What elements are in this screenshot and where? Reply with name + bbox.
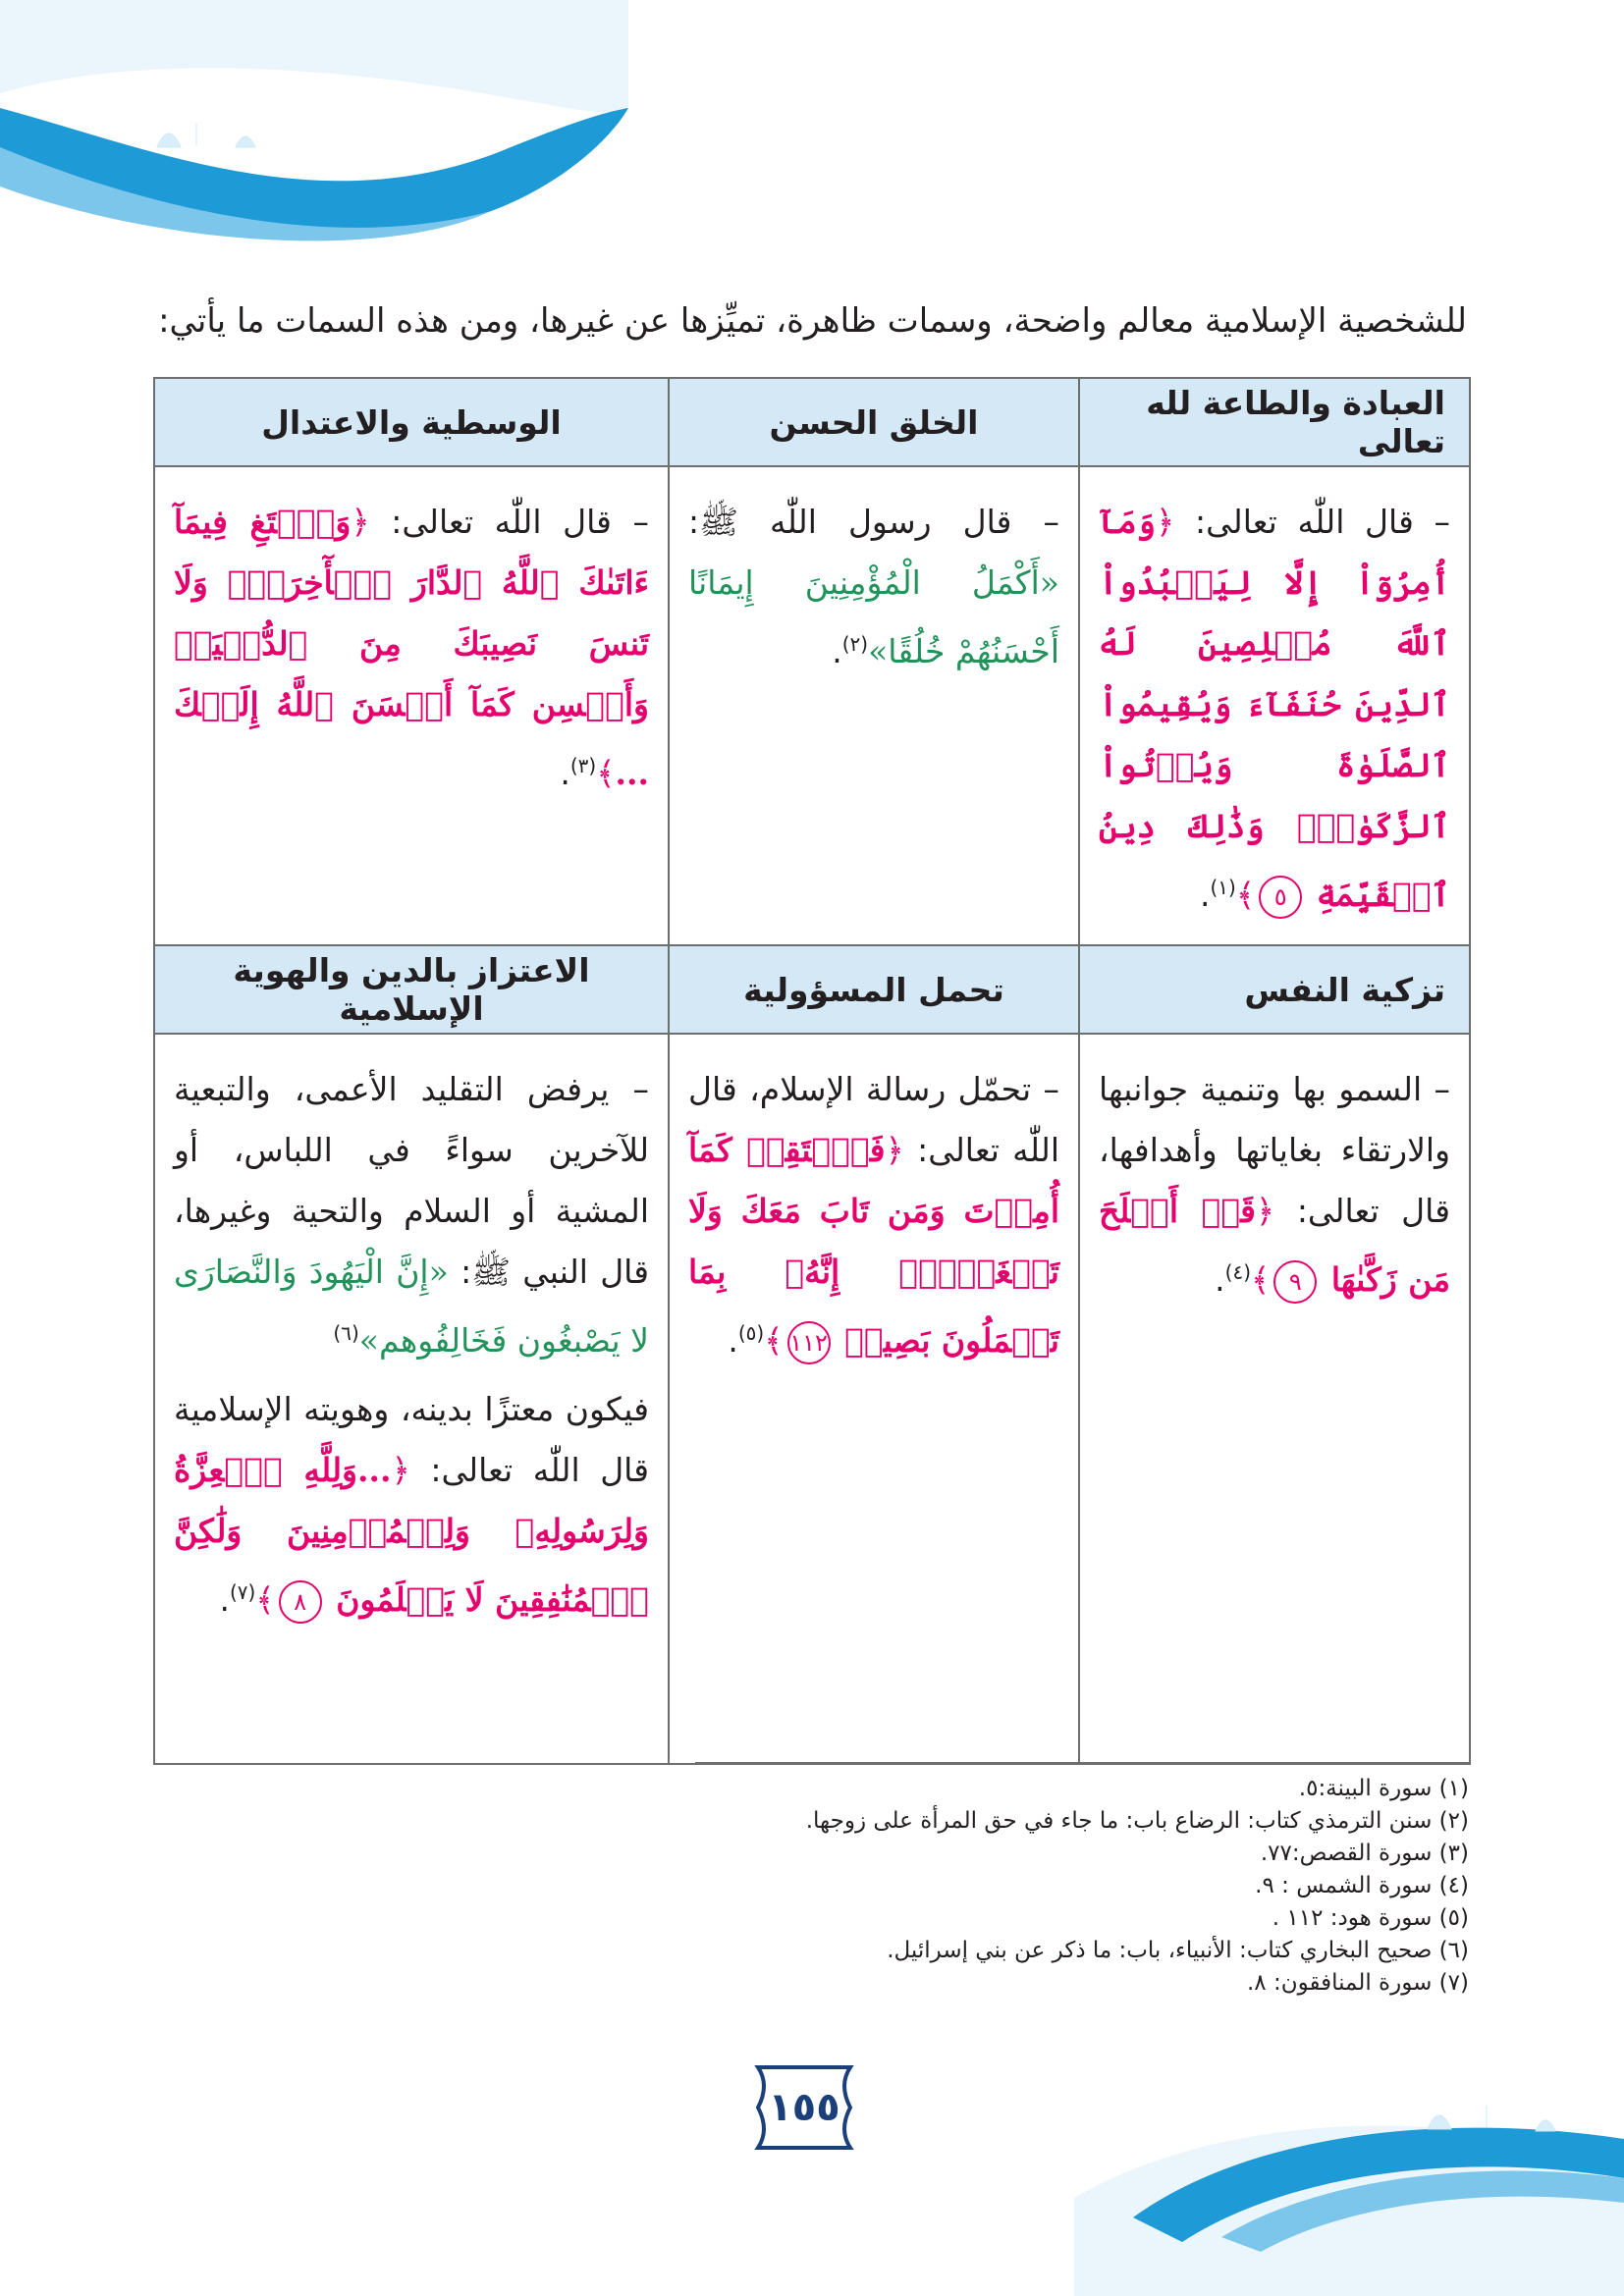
ayah-number: ٨ bbox=[279, 1580, 322, 1624]
cell-text: – تحمّل رسالة الإسلام، قال اللّٰه تعالى: bbox=[688, 1070, 1059, 1169]
cell-text: فيكون معتزًا بدينه، وهويته الإسلامية قال اللّٰه تعالى: bbox=[174, 1390, 650, 1489]
footnote-item: (٣) سورة القصص:٧٧. bbox=[1260, 1841, 1469, 1866]
table-header-row bbox=[154, 378, 1470, 466]
quran-verse: وَمَآ أُمِرُوٓاْ إِلَّا لِيَعۡبُدُواْ ٱللَّهَ مُخۡلِصِينَ لَهُ ٱلدِّينَ حُنَفَآءَ وَيُقِيمُواْ ٱلصَّلَوٰةَ وَيُؤۡتُواْ ٱلزَّكَوٰةَۚ وَذَٰلِكَ دِينُ ٱلۡقَيِّمَةِ bbox=[1099, 503, 1450, 914]
paragraph bbox=[174, 1379, 649, 1630]
paragraph bbox=[174, 1059, 649, 1371]
ornament-close: ﴾ bbox=[1251, 1260, 1271, 1299]
cell-worship bbox=[1079, 466, 1470, 945]
table-row bbox=[154, 466, 1470, 945]
ayah-number: ١١٢ bbox=[787, 1321, 831, 1364]
full-stop: . bbox=[1199, 876, 1211, 914]
quran-verse: وَٱبۡتَغِ فِيمَآ ءَاتَىٰكَ ٱللَّهُ ٱلدَّارَ ٱلۡأٓخِرَةَۖ وَلَا تَنسَ نَصِيبَكَ مِنَ ٱلدُّنۡيَاۖ وَأَحۡسِن كَمَآ أَحۡسَنَ ٱللَّهُ إِلَيۡكَ ... bbox=[174, 503, 649, 792]
cell-pride-identity bbox=[154, 1034, 669, 1764]
ornament-open: ﴿ bbox=[1156, 503, 1175, 541]
intro-paragraph: للشخصية الإسلامية معالم واضحة، وسمات ظاهرة، تميِّزها عن غيرها، ومن هذه السمات ما يأتي: bbox=[158, 301, 1467, 341]
ayah-number: ٥ bbox=[1259, 876, 1302, 919]
footnote-item: (٥) سورة هود: ١١٢ . bbox=[1272, 1905, 1469, 1931]
footnote-ref: (٣) bbox=[569, 754, 597, 777]
full-stop: . bbox=[728, 1321, 738, 1360]
footnotes bbox=[487, 1773, 1469, 2000]
quran-verse: ...وَلِلَّهِ ٱلۡعِزَّةُ وَلِرَسُولِهِۦ وَلِلۡمُؤۡمِنِينَ وَلَٰكِنَّ ٱلۡمُنَٰفِقِينَ لَا يَعۡلَمُونَ bbox=[174, 1451, 649, 1619]
cell-good-morals bbox=[669, 466, 1079, 945]
footnote-divider bbox=[695, 1762, 1471, 1764]
cell-text: – يرفض التقليد الأعمى، والتبعية للآخرين سواءً في اللباس، أو المشية أو السلام والتحية وغيرها، قال النبي ﷺ: bbox=[174, 1070, 650, 1291]
header-responsibility: تحمل المسؤولية bbox=[669, 945, 1079, 1034]
footnote-ref: (١) bbox=[1210, 876, 1236, 899]
ornament-close: ﴾ bbox=[255, 1580, 275, 1619]
header-worship: العبادة والطاعة لله تعالى bbox=[1079, 378, 1470, 466]
cell-responsibility bbox=[669, 1034, 1079, 1764]
header-good-morals: الخلق الحسن bbox=[669, 378, 1079, 466]
ornament-open: ﴿ bbox=[351, 503, 370, 541]
header-self-purification: تزكية النفس bbox=[1079, 945, 1470, 1034]
footnote-item: (٧) سورة المنافقون: ٨. bbox=[1246, 1970, 1469, 1996]
full-stop: . bbox=[1215, 1260, 1225, 1299]
cell-moderation bbox=[154, 466, 669, 945]
footnote-item: (٤) سورة الشمس : ٩. bbox=[1255, 1873, 1469, 1898]
full-stop: . bbox=[560, 754, 570, 792]
footer-wave-decoration bbox=[1074, 2070, 1624, 2296]
page-number: ١٥٥ bbox=[768, 2085, 840, 2130]
cell-text: – السمو بها وتنمية جوانبها والارتقاء بغاياتها وأهدافها، قال تعالى: bbox=[1099, 1070, 1450, 1230]
ornament-open: ﴿ bbox=[1255, 1192, 1275, 1230]
page-number-badge bbox=[740, 2061, 868, 2154]
quote-intro: – قال اللّٰه تعالى: bbox=[1195, 503, 1450, 541]
footnote-item: (١) سورة البينة:٥. bbox=[1298, 1776, 1469, 1801]
ornament-open: ﴿ bbox=[885, 1131, 904, 1169]
footnote-item: (٦) صحيح البخاري كتاب: الأنبياء، باب: ما ذكر عن بني إسرائيل. bbox=[887, 1938, 1469, 1963]
quran-verse: فَٱسۡتَقِمۡ كَمَآ أُمِرۡتَ وَمَن تَابَ مَعَكَ وَلَا تَطۡغَوۡاْۚ إِنَّهُۥ بِمَا تَعۡمَلُونَ بَصِيرٞ bbox=[688, 1131, 1059, 1360]
table-header-row bbox=[154, 945, 1470, 1034]
ornament-close: ﴾ bbox=[596, 754, 616, 792]
header-pride-identity: الاعتزاز بالدين والهوية الإسلامية bbox=[154, 945, 669, 1034]
full-stop: . bbox=[832, 632, 842, 670]
quote-intro: – قال رسول اللّٰه ﷺ: bbox=[688, 503, 1059, 541]
ornament-close: ﴾ bbox=[764, 1321, 784, 1360]
footnote-ref: (٦) bbox=[333, 1321, 359, 1345]
ayah-number: ٩ bbox=[1273, 1260, 1317, 1304]
footnote-item: (٢) سنن الترمذي كتاب: الرضاع باب: ما جاء في حق المرأة على زوجها. bbox=[805, 1808, 1469, 1834]
traits-table bbox=[153, 377, 1471, 1765]
quran-verse: قَدۡ أَفۡلَحَ مَن زَكَّىٰهَا bbox=[1099, 1192, 1450, 1299]
ornament-close: ﴾ bbox=[1235, 876, 1256, 914]
footnote-ref: (٢) bbox=[841, 632, 869, 656]
hadith-text: «إِنَّ الْيَهُودَ وَالنَّصَارَى لا يَصْبغُون فَخَالِفُوهم» bbox=[174, 1253, 649, 1360]
ornament-open: ﴿ bbox=[391, 1451, 410, 1489]
full-stop: . bbox=[219, 1580, 230, 1619]
header-wave-decoration bbox=[0, 0, 628, 255]
header-moderation: الوسطية والاعتدال bbox=[154, 378, 669, 466]
cell-self-purification bbox=[1079, 1034, 1470, 1764]
table-row bbox=[154, 1034, 1470, 1764]
footnote-ref: (٥) bbox=[737, 1321, 765, 1345]
footnote-ref: (٧) bbox=[229, 1580, 256, 1604]
footnote-ref: (٤) bbox=[1224, 1260, 1251, 1284]
hadith-text: «أَكْمَلُ الْمُؤْمِنِينَ إِيمَانًا أَحْسَنُهُمْ خُلُقًا» bbox=[688, 563, 1059, 670]
quote-intro: – قال اللّٰه تعالى: bbox=[391, 503, 649, 541]
